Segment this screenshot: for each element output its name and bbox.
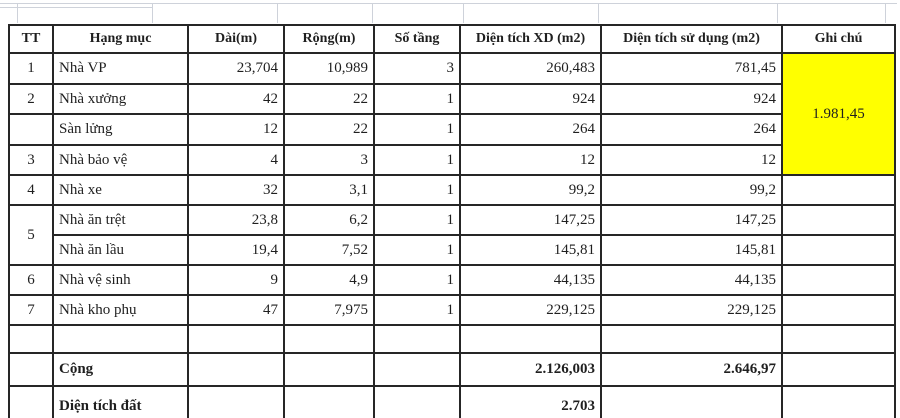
cell-floors — [374, 353, 460, 386]
cell-length: 32 — [188, 175, 284, 205]
cell-item: Nhà xe — [53, 175, 188, 205]
cell-tt: 3 — [9, 145, 53, 175]
grid-line — [885, 3, 886, 23]
cell-tt: 1 — [9, 53, 53, 84]
cell-length: 47 — [188, 295, 284, 325]
cell-floors: 1 — [374, 84, 460, 114]
cell-floors — [374, 325, 460, 353]
totals-label: Cộng — [53, 353, 188, 386]
cell-floors: 1 — [374, 235, 460, 265]
cell-item — [53, 325, 188, 353]
cell-item: Nhà kho phụ — [53, 295, 188, 325]
cell-note — [782, 175, 895, 205]
cell-usable-area: 12 — [601, 145, 782, 175]
grid-line — [17, 3, 18, 23]
table-row — [9, 205, 895, 235]
cell-length: 42 — [188, 84, 284, 114]
grid-line — [0, 7, 153, 8]
cell-item: Nhà ăn lầu — [53, 235, 188, 265]
cell-built-area: 264 — [460, 114, 601, 145]
cell-width: 3 — [284, 145, 374, 175]
grid-line — [372, 3, 373, 23]
cell-width: 10,989 — [284, 53, 374, 84]
cell-usable-area: 99,2 — [601, 175, 782, 205]
cell-floors: 1 — [374, 265, 460, 295]
cell-floors: 1 — [374, 205, 460, 235]
column-header-tt: TT — [9, 25, 53, 53]
cell-tt: 6 — [9, 265, 53, 295]
cell-length: 23,704 — [188, 53, 284, 84]
table-row — [9, 325, 895, 353]
cell-usable-area: 147,25 — [601, 205, 782, 235]
grid-line — [463, 3, 464, 23]
cell-length: 19,4 — [188, 235, 284, 265]
cell-usable-area — [601, 325, 782, 353]
cell-width: 22 — [284, 114, 374, 145]
table-row — [9, 235, 895, 265]
land-area-label: Diện tích đất — [53, 386, 188, 418]
cell-floors: 1 — [374, 145, 460, 175]
cell-length — [188, 386, 284, 418]
cell-width: 7,975 — [284, 295, 374, 325]
totals-usable-area: 2.646,97 — [601, 353, 782, 386]
table-row — [9, 53, 895, 84]
cell-width: 22 — [284, 84, 374, 114]
totals-row — [9, 353, 895, 386]
cell-item: Sàn lửng — [53, 114, 188, 145]
cell-built-area: 229,125 — [460, 295, 601, 325]
cell-usable-area — [601, 386, 782, 418]
totals-built-area: 2.126,003 — [460, 353, 601, 386]
grid-line — [152, 3, 153, 23]
cell-built-area: 12 — [460, 145, 601, 175]
cell-floors: 3 — [374, 53, 460, 84]
land-area-row — [9, 386, 895, 418]
cell-length: 23,8 — [188, 205, 284, 235]
table-row — [9, 265, 895, 295]
cell-note — [782, 386, 895, 418]
cell-item: Nhà vệ sinh — [53, 265, 188, 295]
cell-width — [284, 386, 374, 418]
cell-built-area: 44,135 — [460, 265, 601, 295]
cell-floors: 1 — [374, 114, 460, 145]
table-row — [9, 84, 895, 114]
cell-floors: 1 — [374, 175, 460, 205]
cell-note — [782, 353, 895, 386]
cell-length — [188, 353, 284, 386]
cell-width: 3,1 — [284, 175, 374, 205]
cell-built-area: 147,25 — [460, 205, 601, 235]
cell-built-area — [460, 325, 601, 353]
cell-length: 12 — [188, 114, 284, 145]
cell-note — [782, 325, 895, 353]
table-row — [9, 114, 895, 145]
column-header-built-area: Diện tích XD (m2) — [460, 25, 601, 53]
cell-usable-area: 924 — [601, 84, 782, 114]
cell-item: Nhà VP — [53, 53, 188, 84]
cell-tt — [9, 114, 53, 145]
cell-note — [782, 205, 895, 235]
cell-usable-area: 44,135 — [601, 265, 782, 295]
cell-tt — [9, 325, 53, 353]
cell-width — [284, 325, 374, 353]
cell-tt: 5 — [9, 205, 53, 265]
table-row — [9, 295, 895, 325]
cell-note — [782, 235, 895, 265]
cell-tt — [9, 386, 53, 418]
cell-width: 7,52 — [284, 235, 374, 265]
cell-usable-area: 264 — [601, 114, 782, 145]
column-header-note: Ghi chú — [782, 25, 895, 53]
cell-width — [284, 353, 374, 386]
cell-usable-area: 229,125 — [601, 295, 782, 325]
column-header-length: Dài(m) — [188, 25, 284, 53]
header-row — [9, 25, 895, 53]
cell-note — [782, 265, 895, 295]
cell-item: Nhà ăn trệt — [53, 205, 188, 235]
grid-line — [277, 3, 278, 23]
cell-width: 6,2 — [284, 205, 374, 235]
cell-length: 4 — [188, 145, 284, 175]
column-header-floors: Số tầng — [374, 25, 460, 53]
column-header-width: Rộng(m) — [284, 25, 374, 53]
cell-floors — [374, 386, 460, 418]
cell-built-area: 924 — [460, 84, 601, 114]
column-header-usable-area: Diện tích sử dụng (m2) — [601, 25, 782, 53]
table-row — [9, 145, 895, 175]
cell-length: 9 — [188, 265, 284, 295]
cell-tt: 2 — [9, 84, 53, 114]
grid-line — [598, 3, 599, 23]
column-header-item: Hạng mục — [53, 25, 188, 53]
area-summary-table — [8, 24, 896, 418]
cell-length — [188, 325, 284, 353]
cell-item: Nhà xưởng — [53, 84, 188, 114]
cell-tt — [9, 353, 53, 386]
cell-built-area: 260,483 — [460, 53, 601, 84]
table-row — [9, 175, 895, 205]
cell-tt: 4 — [9, 175, 53, 205]
cell-item: Nhà bảo vệ — [53, 145, 188, 175]
cell-built-area: 99,2 — [460, 175, 601, 205]
cell-floors: 1 — [374, 295, 460, 325]
cell-note-merged: 1.981,45 — [782, 53, 895, 175]
cell-width: 4,9 — [284, 265, 374, 295]
land-area-value: 2.703 — [460, 386, 601, 418]
cell-built-area: 145,81 — [460, 235, 601, 265]
grid-line — [0, 3, 897, 4]
grid-line — [777, 3, 778, 23]
cell-usable-area: 781,45 — [601, 53, 782, 84]
cell-note — [782, 295, 895, 325]
cell-usable-area: 145,81 — [601, 235, 782, 265]
cell-tt: 7 — [9, 295, 53, 325]
